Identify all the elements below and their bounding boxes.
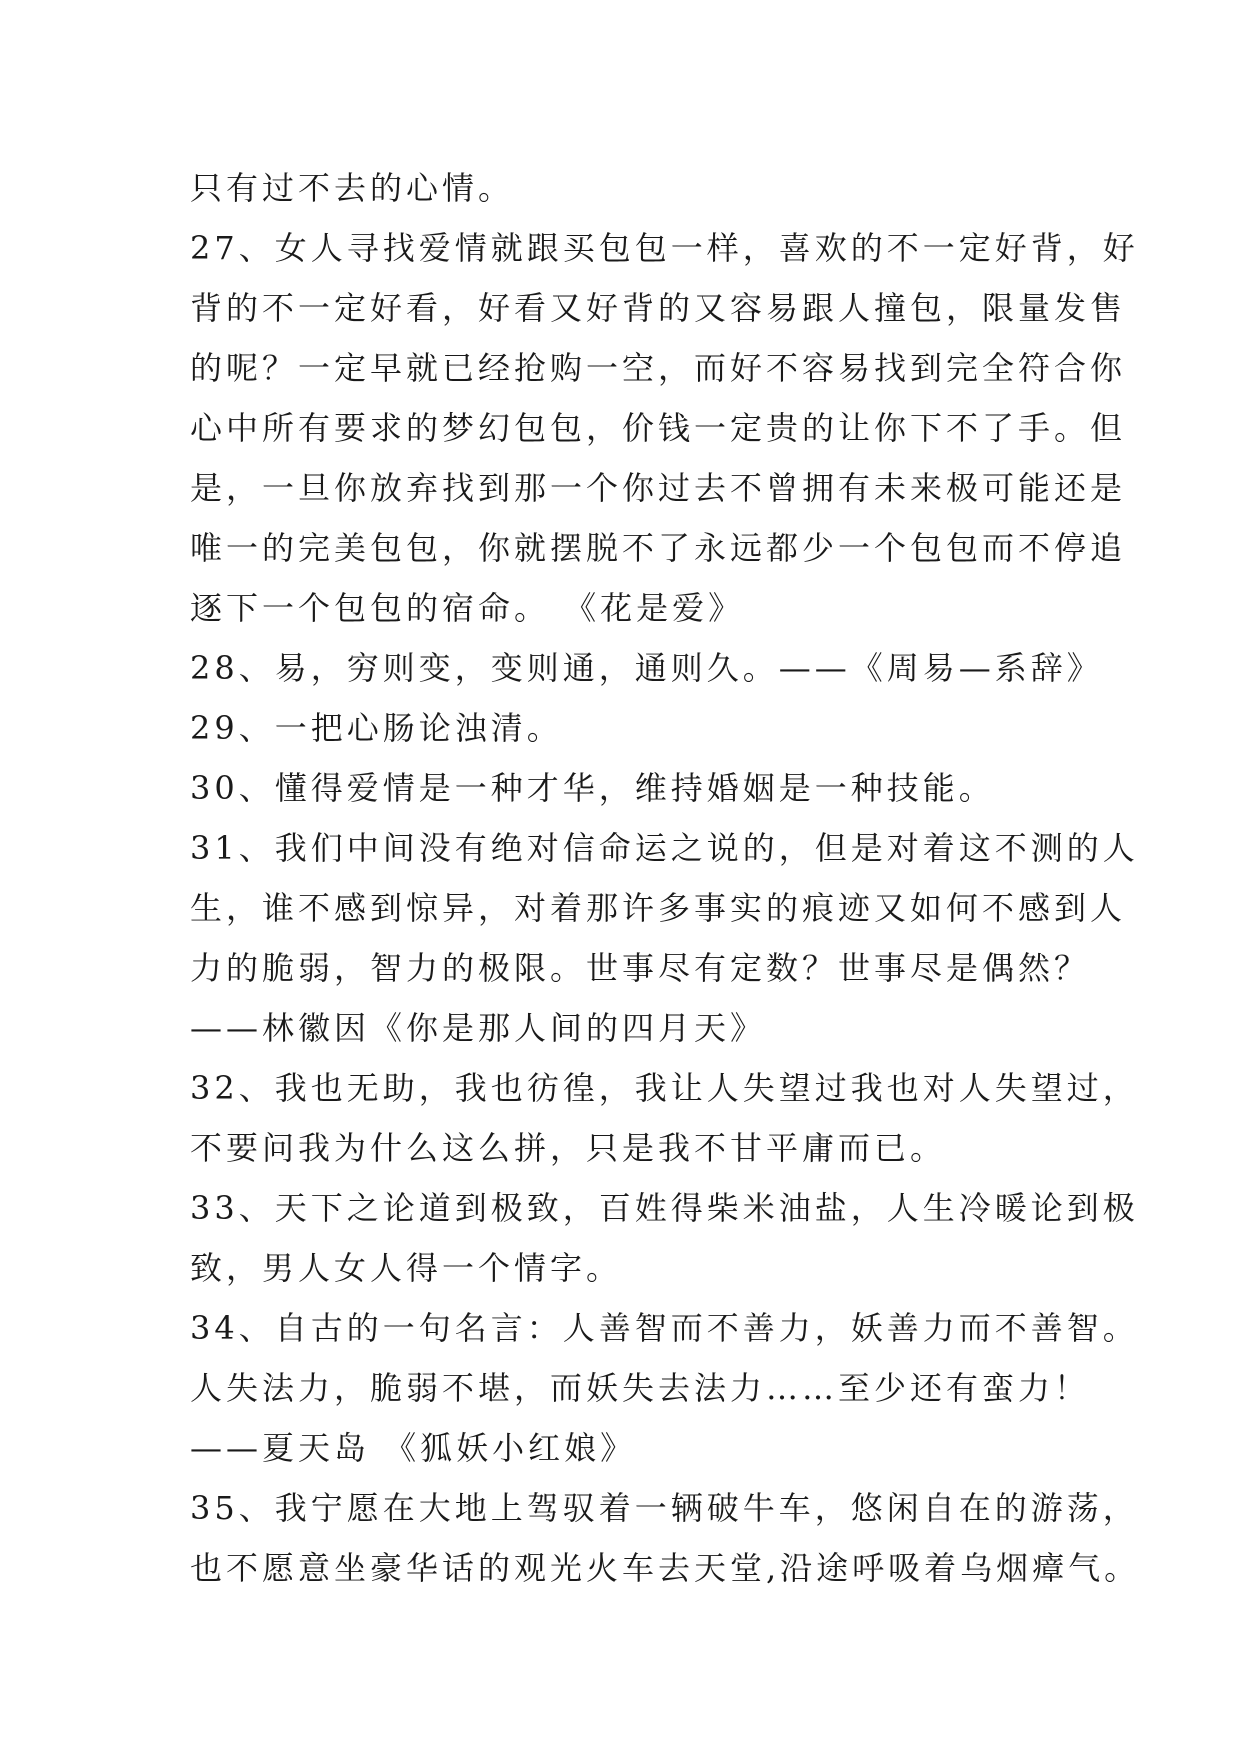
text-line: 是，一旦你放弃找到那一个你过去不曾拥有未来极可能还是 xyxy=(190,469,1127,507)
text-line: 也不愿意坐豪华话的观光火车去天堂,沿途呼吸着乌烟瘴气。 xyxy=(190,1549,1141,1587)
text-line: ——夏天岛 《狐妖小红娘》 xyxy=(190,1429,637,1467)
text-line: 不要问我为什么这么拼，只是我不甘平庸而已。 xyxy=(190,1129,947,1167)
text-line: 心中所有要求的梦幻包包，价钱一定贵的让你下不了手。但 xyxy=(190,409,1127,447)
text-line: 力的脆弱，智力的极限。世事尽有定数？世事尽是偶然？ xyxy=(190,949,1091,987)
text-line: 35、我宁愿在大地上驾驭着一辆破牛车，悠闲自在的游荡， xyxy=(190,1489,1139,1527)
text-line: 人失法力，脆弱不堪，而妖失去法力……至少还有蛮力！ xyxy=(190,1369,1091,1407)
text-line: 31、我们中间没有绝对信命运之说的，但是对着这不测的人 xyxy=(190,829,1139,867)
text-line: ——林徽因《你是那人间的四月天》 xyxy=(190,1009,767,1047)
text-line: 29、一把心肠论浊清。 xyxy=(190,709,563,747)
text-line: 27、女人寻找爱情就跟买包包一样，喜欢的不一定好背，好 xyxy=(190,229,1139,267)
text-line: 33、天下之论道到极致，百姓得柴米油盐，人生冷暖论到极 xyxy=(190,1189,1139,1227)
text-line: 28、易，穷则变，变则通，通则久。——《周易—系辞》 xyxy=(190,649,1103,687)
text-line: 的呢？一定早就已经抢购一空，而好不容易找到完全符合你 xyxy=(190,349,1127,387)
text-line: 只有过不去的心情。 xyxy=(190,169,515,207)
text-line: 生，谁不感到惊异，对着那许多事实的痕迹又如何不感到人 xyxy=(190,889,1127,927)
text-line: 逐下一个包包的宿命。 《花是爱》 xyxy=(190,589,745,627)
text-line: 唯一的完美包包，你就摆脱不了永远都少一个包包而不停追 xyxy=(190,529,1127,567)
text-line: 32、我也无助，我也彷徨，我让人失望过我也对人失望过， xyxy=(190,1069,1139,1107)
text-line: 背的不一定好看，好看又好背的又容易跟人撞包，限量发售 xyxy=(190,289,1127,327)
text-line: 致，男人女人得一个情字。 xyxy=(190,1249,623,1287)
text-line: 30、懂得爱情是一种才华，维持婚姻是一种技能。 xyxy=(190,769,995,807)
text-line: 34、自古的一句名言：人善智而不善力，妖善力而不善智。 xyxy=(190,1309,1139,1347)
document-page xyxy=(190,158,1141,1598)
